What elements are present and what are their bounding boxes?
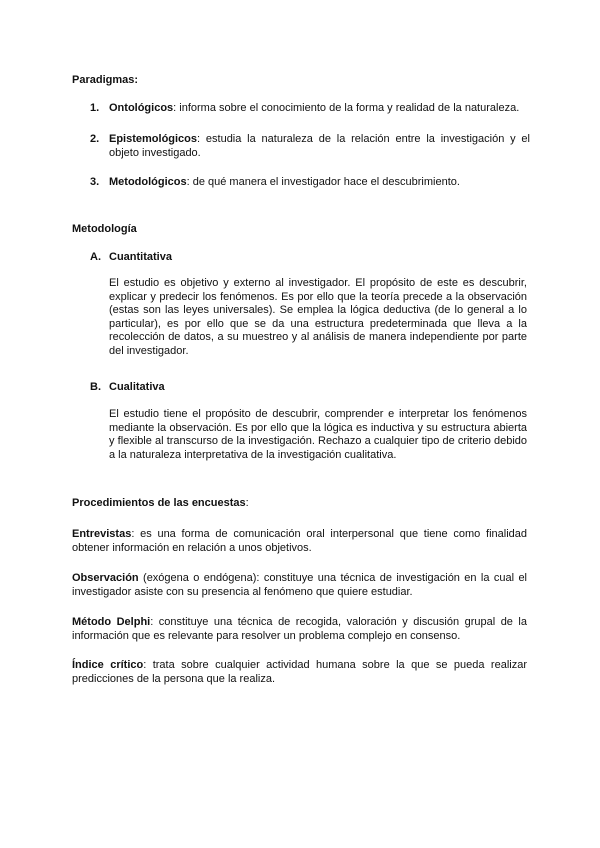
definition-text: : es una forma de comunicación oral interpersonal que tiene como finalidad obtener información en relación a unos objetivos. [72, 528, 527, 554]
cuantitativa-heading [90, 250, 172, 264]
cuantitativa-paragraph: El estudio es objetivo y externo al investigador. El propósito de este es descubrir, explicar y predecir los fenómenos. Es por ello que la teoría precede a la observación (estas son las leyes universales). Se emplea la lógica deductiva (de lo general a lo particular), es por ello que se da una estructura predeterminada que lleva a la recolección de datos, a su muestreo y al análisis de manera independiente por parte del investigador. [109, 277, 527, 357]
paradigma-item-ontologicos [90, 101, 530, 115]
paradigma-item-metodologicos [90, 175, 530, 189]
definition-term: Método Delphi [72, 616, 151, 628]
item-description: : estudia la naturaleza de la relación entre la investigación y el objeto investigado. [109, 133, 530, 159]
section-letter: A. [90, 251, 101, 263]
item-number: 2. [90, 133, 100, 145]
cualitativa-paragraph: El estudio tiene el propósito de descubrir, comprender e interpretar los fenómenos mediante la observación. Es por ello que la lógica es inductiva y su estructura abierta y flexible al transcurso de la investigación. Rechazo a cualquier tipo de criterio debido a la naturaleza interpretativa de la investigación cualitativa. [109, 408, 527, 461]
definition-text: (exógena o endógena): constituye una técnica de investigación en la cual el investigador asiste con su presencia al fenómeno que quiere estudiar. [72, 572, 527, 598]
definition-term: Entrevistas [72, 528, 132, 540]
definition-text: : constituye una técnica de recogida, valoración y discusión grupal de la información que es relevante para resolver un problema complejo en consenso. [72, 616, 527, 642]
item-number: 1. [90, 102, 100, 114]
procedimientos-heading [72, 496, 249, 510]
metodologia-heading: Metodología [72, 223, 137, 235]
procedimiento-indice-critico [72, 658, 527, 686]
section-letter: B. [90, 381, 101, 393]
procedimientos-title: Procedimientos de las encuestas [72, 497, 246, 509]
procedimiento-observacion [72, 571, 527, 599]
item-term: Ontológicos [109, 102, 174, 114]
procedimiento-entrevistas [72, 527, 527, 555]
paradigma-item-epistemologicos [90, 132, 530, 160]
section-title: Cuantitativa [109, 251, 172, 263]
item-term: Epistemológicos [109, 133, 198, 145]
item-text [109, 132, 530, 160]
procedimiento-metodo-delphi [72, 615, 527, 643]
item-text [109, 175, 530, 189]
definition-term: Índice crítico [72, 659, 144, 671]
item-text [109, 101, 530, 115]
item-description: : informa sobre el conocimiento de la forma y realidad de la naturaleza. [173, 102, 520, 114]
procedimientos-colon: : [245, 497, 249, 509]
item-description: : de qué manera el investigador hace el descubrimiento. [186, 176, 460, 188]
definition-text: : trata sobre cualquier actividad humana sobre la que se pueda realizar predicciones de la persona que la realiza. [72, 659, 527, 685]
item-term: Metodológicos [109, 176, 187, 188]
cualitativa-heading [90, 380, 165, 394]
paradigmas-heading: Paradigmas: [72, 74, 139, 86]
section-title: Cualitativa [109, 381, 165, 393]
item-number: 3. [90, 176, 100, 188]
definition-term: Observación [72, 572, 139, 584]
